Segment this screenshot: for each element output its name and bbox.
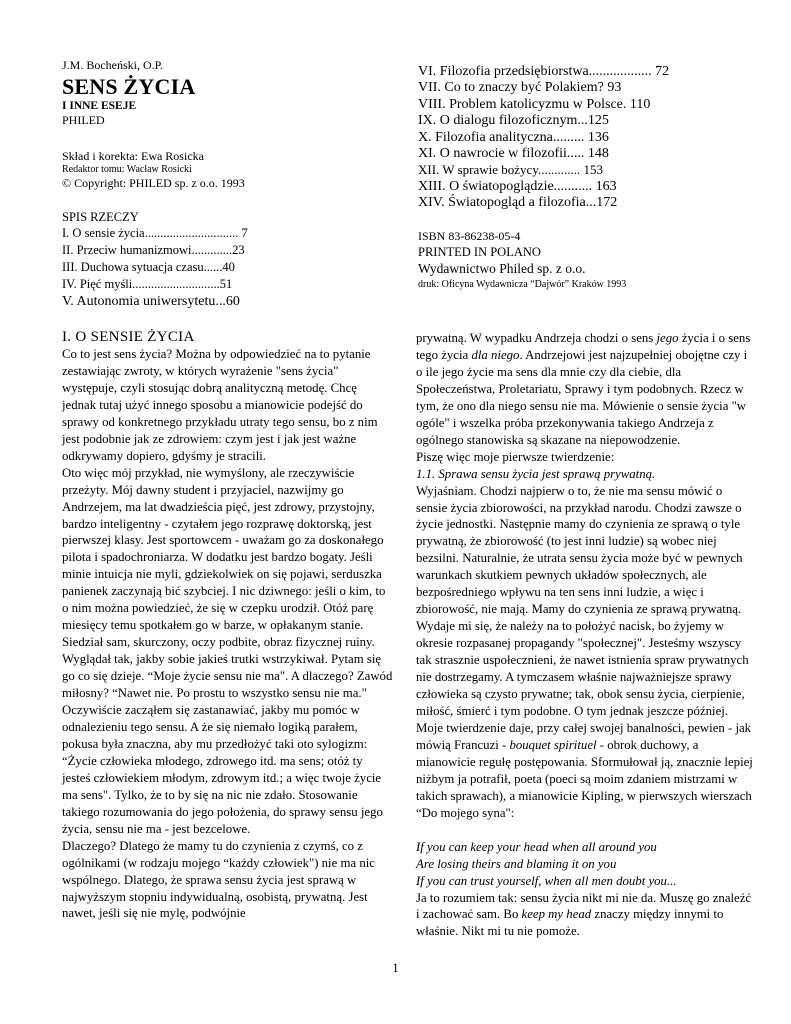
toc-item: VIII. Problem katolicyzmu w Polsce. 110 [418,96,651,112]
paragraph: Wydaje mi się, że należy na to położyć nacisk, bo żyjemy w okresie rozpasanej propagandy "społecznej". Jesteśmy wszyscy tak strasznie uspołecznieni, że nawet istnienia spraw prywatnych nie dostrzegamy. A tymczasem właśnie najważniejsze sprawy człowieka są czysto prywatne; tak, obok sensu życia, cierpienie, miłość, śmierć i tym podobne. O tym jednak jeszcze później. [416,619,749,718]
emphasis: bouquet spirituel [509,737,597,752]
toc-item: IV. Pięć myśli............................51 [62,277,233,291]
publisher-name: Wydawnictwo Philed sp. z o.o. [418,260,586,276]
toc-item: XII. W sprawie bożycy............. 153 [418,162,603,178]
toc-heading: SPIS RZECZY [62,210,139,224]
toc-item: X. Filozofia analityczna......... 136 [418,129,609,145]
paragraph: prywatną. W wypadku Andrzeja chodzi o sens jego życia i o sens tego życia dla niego. Andrzejowi jest najzupełniej obojętne czy i o ile jego życie ma sens dla mnie czy dla ciebie, dla Społeczeństwa, Proletariatu, Sprawy i tym podobnych. Rzecz w tym, że ono dla niego sensu nie ma. Mówienie o sensie życia "w ogóle" i wszelka próba przekonywania takiego Andrzeja z ogólnego stanowiska są skazane na niepowodzenie. [416,331,751,447]
paragraph: Wyjaśniam. Chodzi najpierw o to, że nie ma sensu mówić o sensie życia zbiorowości, na przykład narodu. Chodzi zawsze o życie jednostki. Następnie mamy do czynienia ze sprawą o tyle prywatną, że zbiorowość (to jest inni ludzie) są wobec niej bezsilni. Naturalnie, że utrata sensu życia może być w pewnych warunkach skutkiem pewnych układów społecznych, ale bezpośredniego wpływu na ten sens inni ludzie, a więc i zbiorowość, nie mają. Mamy do czynienia ze sprawą prywatną. [416,483,743,617]
toc-item: I. O sensie życia.............................. 7 [62,226,248,240]
toc-item: XIV. Światopogląd a filozofia...172 [418,195,618,211]
toc-item: XI. O nawrocie w filozofii..... 148 [418,146,609,162]
chapter-left-column [62,328,394,922]
paragraph: Co to jest sens życia? Można by odpowiedzieć na to pytanie zestawiając zwroty, w których wyrażenie "sens życia" występuje, czyli stosując dobrą analityczną metodę. Chcę jednak tutaj użyć innego sposobu a mianowicie podejść do sprawy od konkretnego przykładu utraty tego sensu, bo z nim jest podobnie jak ze zdrowiem: czym jest i jak jest ważne odkrywamy dopiero, gdyśmy je stracili. [62,347,378,463]
chapter-right-column [416,330,756,940]
poem-line: Are losing theirs and blaming it on you [416,856,617,871]
toc-item: III. Duchowa sytuacja czasu......40 [62,260,235,274]
toc-item: IX. O dialogu filozoficznym...125 [418,113,609,129]
paragraph: Dlaczego? Dlatego że mamy tu do czynienia z czymś, co z ogólnikami (w rodzaju mojego “każdy człowiek") nie ma nic wspólnego. Dlatego, że sprawa sensu życia jest sprawą w najwyższym stopniu indywidualną, osobistą, prywatną. Jest nawet, jeśli się nie mylę, podwójnie [62,838,375,921]
emphasis: jego [656,331,679,345]
poem-line: If you can keep your head when all around you [416,839,657,854]
printed-in: PRINTED IN POLANO [418,244,541,259]
editor-credit: Redaktor tomu: Wacław Rosicki [62,164,192,175]
toc-item: XIII. O światopoglądzie........... 163 [418,178,617,194]
author: J.M. Bocheński, O.P. [62,58,164,72]
chapter-heading: I. O SENSIE ŻYCIA [62,329,195,345]
paragraph: Oczywiście zacząłem się zastanawiać, jakby mu pomóc w odnalezieniu tego sensu. A że się niemało logiką parałem, pokusa była znaczna, aby mu przedłożyć taki oto sylogizm: “Życie człowieka młodego, zdrowego itd. ma sens; otóż ty jesteś człowiekiem młodym, zdrowym itd.; a więc twoje życie ma sens". Tylko, że to by się na nic nie zdało. Stosowanie takiego rozumowania do jego położenia, do sprawy sensu jego życia, sensu nie ma - jest bezcelowe. [62,703,383,836]
paragraph: Moje twierdzenie daje, przy całej swojej banalności, pewien - jak mówią Francuzi - bouquet spirituel - obrok duchowy, a mianowicie regułę postępowania. Sformułował ją, znacznie lepiej niżbym ja potrafił, poeta (poeci są moim zdaniem mistrzami w takich sprawach), a mianowicie Kipling, w pierwszych wierszach “Do mojego syna": [416,720,753,820]
book-subtitle: I INNE ESEJE [62,100,137,112]
toc-item: VII. Co to znaczy być Polakiem? 93 [418,80,622,96]
publisher: PHILED [62,113,105,127]
thesis-intro: Piszę więc moje pierwsze twierdzenie: [416,449,615,464]
page-number: 1 [392,961,399,975]
paragraph: Oto więc mój przykład, nie wymyślony, ale rzeczywiście przeżyty. Mój dawny student i przyjaciel, nazwijmy go Andrzejem, ma lat dwadzieścia pięć, jest zdrowy, przystojny, bardzo inteligentny - czytałem jego rozprawę doktorską, jest pierwszej klasy. Jest sportowcem - uważam go za doskonałego pilota i spadochroniarza. W dodatku jest bardzo bogaty. Jeśli minie intuicja nie myli, gdziekolwiek on się pojawi, serduszka panienek zaczynają bić szybciej. I nic dziwnego: jeśli o kim, to o nim można powiedzieć, że się w czepku urodził. Otóż parę miesięcy temu spotkałem go w barze, w opłakanym stanie. Siedział sam, skurczony, oczy podbite, obraz fizycznej ruiny. Wyglądał tak, jakby sobie jakieś trutki wstrzykiwał. Pytam się go co się dzieje. “Moje życie sensu nie ma". A dlaczego? Zawód miłosny? “Nawet nie. Po prostu to wszystko sensu nie ma." [62,465,393,701]
toc-item: V. Autonomia uniwersytetu...60 [62,294,240,309]
front-matter [62,58,392,311]
poem-line: If you can trust yourself, when all men doubt you... [416,873,677,888]
toc-left [62,225,392,311]
emphasis: keep my head [521,907,592,922]
thesis: 1.1. Sprawa sensu życia jest sprawą prywatną. [416,466,656,481]
book-title: SENS ŻYCIA [62,74,196,99]
toc-item: VI. Filozofia przedsiębiorstwa.................. 72 [418,64,670,79]
toc-right [418,64,758,292]
emphasis: dla niego [471,347,520,362]
toc-item: II. Przeciw humanizmowi.............23 [62,243,245,257]
paragraph: Ja to rozumiem tak: sensu życia nikt mi nie da. Muszę go znaleźć i zachować sam. Bo keep my head znaczy między innymi to właśnie. Nikt mi tu nie pomoże. [416,890,752,939]
isbn: ISBN 83-86238-05-4 [418,228,521,243]
copyright: © Copyright: PHILED sp. z o.o. 1993 [62,176,245,190]
printer-info: druk: Oficyna Wydawnicza “Dajwór” Kraków 1993 [418,278,627,290]
typesetting-credit: Skład i korekta: Ewa Rosicka [62,149,204,163]
